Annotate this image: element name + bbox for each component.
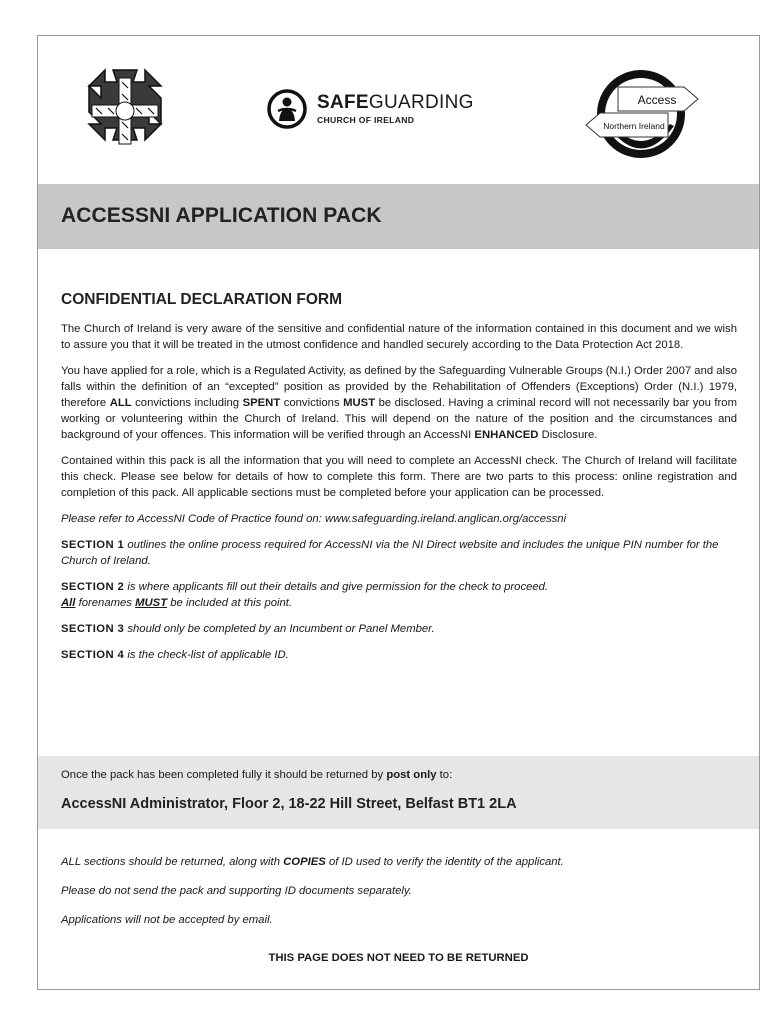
return-instruction: Once the pack has been completed fully it should be returned by post only to: [61, 769, 453, 781]
section-3-description: SECTION 3 should only be completed by an Incumbent or Panel Member. [61, 623, 435, 635]
page-title: ACCESSNI APPLICATION PACK [61, 204, 382, 227]
code-of-practice-note: Please refer to AccessNI Code of Practice found on: www.safeguarding.ireland.anglican.org/accessni [61, 513, 567, 525]
submission-notes [61, 854, 737, 941]
safeguarding-wordmark: SAFEGUARDING [317, 92, 474, 114]
celtic-cross-logo-icon [80, 66, 170, 156]
return-address: AccessNI Administrator, Floor 2, 18-22 Hill Street, Belfast BT1 2LA [61, 796, 517, 812]
title-band [38, 184, 759, 249]
person-in-circle-icon [266, 88, 308, 130]
regulated-activity-paragraph: You have applied for a role, which is a Regulated Activity, as defined by the Safeguarding Vulnerable Groups (N.I.) Order 2007 and also falls within the definition of an “excepted” position as provided by the Rehabilitation of Offenders (Exceptions) Order (N.I.) 1979, therefore ALL convictions including SPENT convictions MUST be disclosed. Having a criminal record will not necessarily bar you from working or volunteering within the Church of Ireland. This will depend on the nature of the position and the circumstances and background of your offences. This information will be verified through an AccessNI ENHANCED Disclosure. [61, 365, 738, 441]
page-footer-notice: THIS PAGE DOES NOT NEED TO BE RETURNED [268, 952, 529, 964]
note-not-separately: Please do not send the pack and supporting ID documents separately. [61, 885, 412, 897]
document-page [37, 35, 760, 990]
form-title: CONFIDENTIAL DECLARATION FORM [61, 291, 342, 308]
note-no-email: Applications will not be accepted by email. [61, 914, 273, 926]
safeguarding-logo [266, 86, 474, 132]
access-logo-text-top: Access [637, 93, 677, 107]
pack-contents-paragraph: Contained within this pack is all the information that you will need to complete an AccessNI check. The Church of Ireland will facilitate this check. Please see below for details of how to complete this form. There are two parts to this process: online registration and completion of this pack. All applicable sections must be completed before your application can be processed. [61, 455, 737, 499]
section-1-description: SECTION 1 outlines the online process required for AccessNI via the NI Direct website and includes the unique PIN number for the Church of Ireland. [61, 539, 719, 567]
note-copies: ALL sections should be returned, along with COPIES of ID used to verify the identity of the applicant. [61, 856, 564, 868]
intro-paragraph: The Church of Ireland is very aware of the sensitive and confidential nature of the information contained in this document and we wish to assure you that it will be treated in the utmost confidence and handled securely according to the Data Protection Act 2018. [61, 323, 737, 351]
access-logo-text-bottom: Northern Ireland [603, 121, 665, 131]
safeguarding-subtitle: CHURCH OF IRELAND [317, 115, 415, 126]
return-address-band [38, 756, 759, 829]
section-4-description: SECTION 4 is the check-list of applicable ID. [61, 649, 289, 661]
accessni-logo [578, 66, 708, 162]
main-content [61, 291, 737, 673]
section-2-description: SECTION 2 is where applicants fill out their details and give permission for the check to proceed. All forenames MUST be included at this point. [61, 581, 549, 609]
